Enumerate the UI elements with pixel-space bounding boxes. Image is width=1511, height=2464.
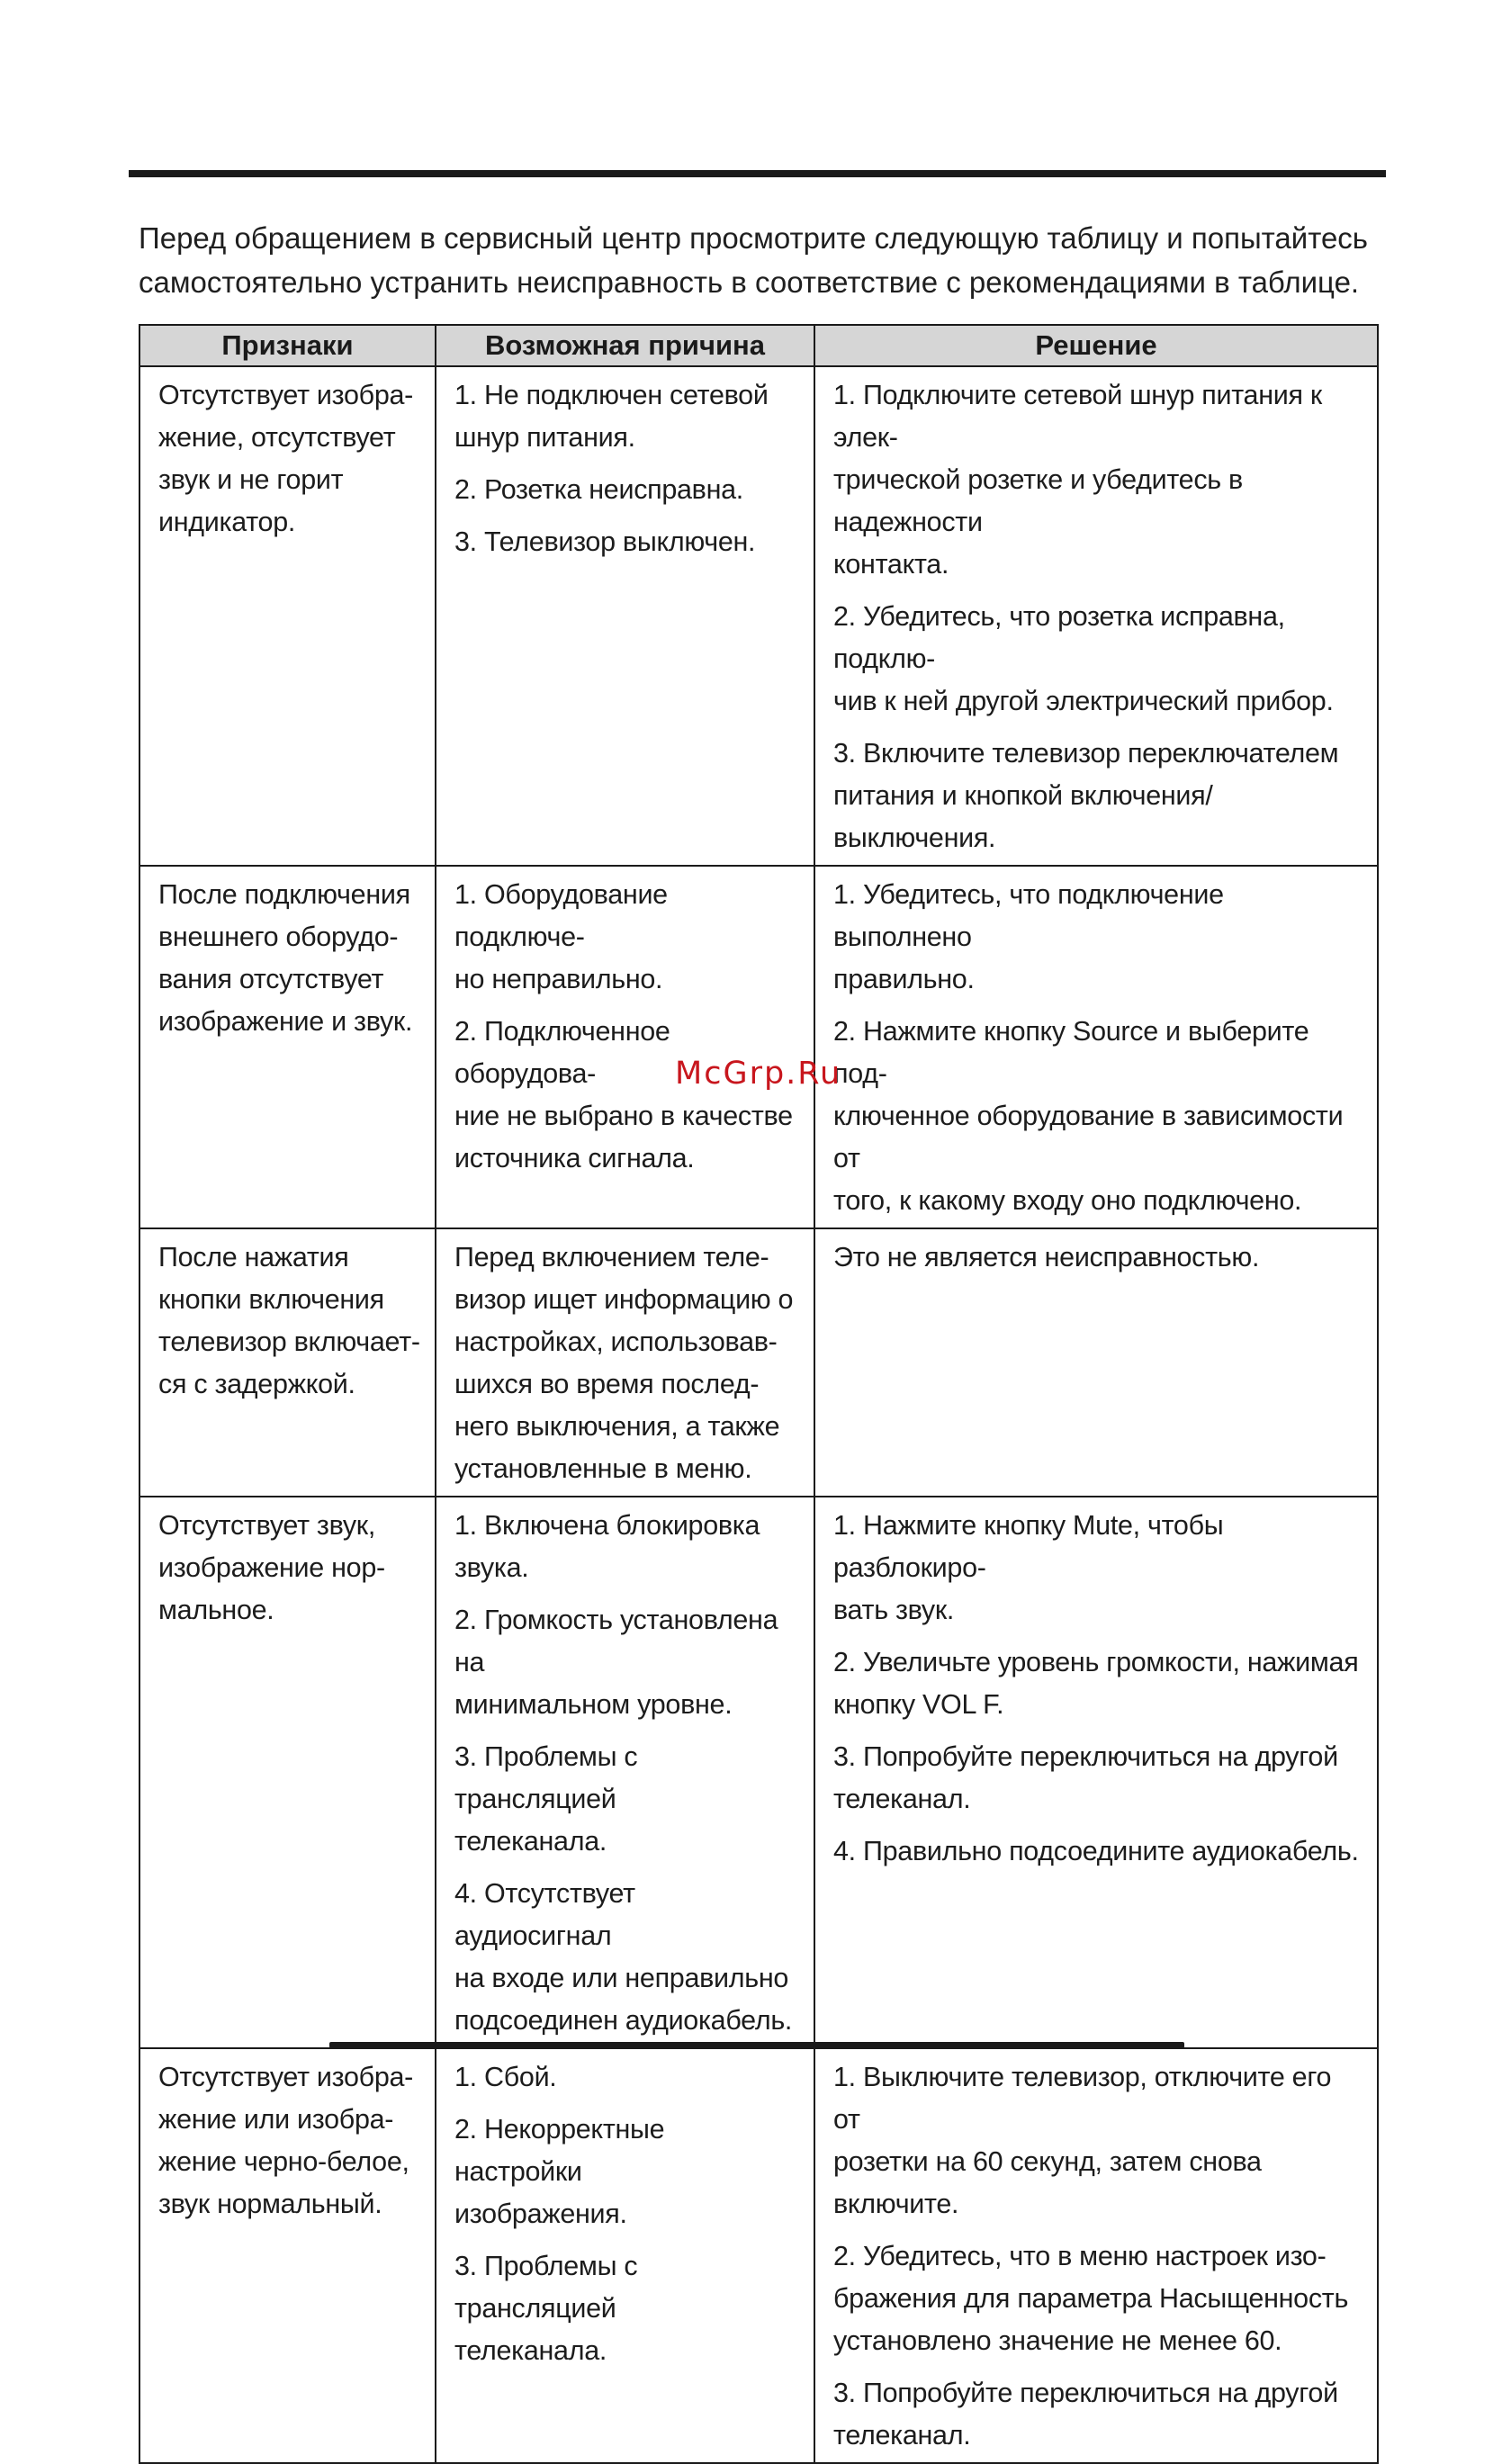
text-line: 2. Подключенное оборудова- [454, 1016, 670, 1089]
cause-item [454, 2056, 799, 2099]
intro-text [139, 216, 1399, 304]
solution-item [833, 374, 1363, 586]
cause-item [454, 1599, 799, 1726]
cause-cell [436, 1497, 814, 2048]
solution-item [833, 1830, 1363, 1873]
text-line: кнопки включения [158, 1284, 384, 1315]
text-line: 1. Сбой. [454, 2062, 557, 2092]
text-line: настройках, использовав- [454, 1326, 778, 1357]
text-line: него выключения, а также [454, 1411, 780, 1442]
text-line: питания и кнопкой включения/выключения. [833, 780, 1213, 853]
symptom-text [158, 1505, 420, 1632]
text-line: Отсутствует изобра- [158, 2062, 414, 2092]
text-line: 2. Нажмите кнопку Source и выберите под- [833, 1016, 1309, 1089]
table-row [139, 2048, 1378, 2463]
cause-cell [436, 366, 814, 866]
text-line: индикатор. [158, 507, 296, 537]
text-line: розетки на 60 секунд, затем снова включите. [833, 2146, 1262, 2219]
header-symptoms: Признаки [139, 325, 436, 366]
text-line: ние не выбрано в качестве [454, 1101, 793, 1131]
cause-cell [436, 866, 814, 1228]
text-line: установлено значение не менее 60. [833, 2325, 1282, 2356]
text-line: вания отсутствует [158, 964, 384, 994]
text-line: трической розетке и убедитесь в надежности [833, 464, 1243, 537]
symptom-text [158, 874, 420, 1043]
cause-cell [436, 1228, 814, 1497]
solution-item [833, 1641, 1363, 1726]
text-line: ся с задержкой. [158, 1369, 355, 1399]
text-line: телеканал. [833, 2420, 971, 2451]
text-line: источника сигнала. [454, 1143, 695, 1174]
text-line: 3. Попробуйте переключиться на другой [833, 1741, 1338, 1772]
text-line: 1. Убедитесь, что подключение выполнено [833, 879, 1224, 952]
solution-item [833, 2372, 1363, 2457]
text-line: изображение нор- [158, 1552, 385, 1583]
cause-item [454, 874, 799, 1001]
text-line: звука. [454, 1552, 529, 1583]
text-line: но неправильно. [454, 964, 663, 994]
text-line: бражения для параметра Насыщенность [833, 2283, 1349, 2314]
header-solutions: Решение [814, 325, 1378, 366]
top-rule [129, 170, 1386, 177]
text-line: звук нормальный. [158, 2189, 382, 2219]
text-line: внешнего оборудо- [158, 922, 399, 952]
intro-line-1: Перед обращением в сервисный центр просмотрите следующую таблицу и попытайтесь [139, 221, 1368, 255]
text-line: 1. Нажмите кнопку Mute, чтобы разблокиро- [833, 1510, 1224, 1583]
solution-cell [814, 2048, 1378, 2463]
solution-item [833, 1505, 1363, 1632]
text-line: звук и не горит [158, 464, 344, 495]
text-line: 2. Розетка неисправна. [454, 474, 743, 505]
text-line: 2. Увеличьте уровень громкости, нажимая [833, 1647, 1359, 1677]
text-line: жение, отсутствует [158, 422, 396, 453]
text-line: 1. Подключите сетевой шнур питания к элек- [833, 380, 1322, 453]
text-line: После нажатия [158, 1242, 349, 1272]
header-causes: Возможная причина [436, 325, 814, 366]
solution-item [833, 2235, 1363, 2362]
text-line: 4. Отсутствует аудиосигнал [454, 1878, 635, 1951]
text-line: Перед включением теле- [454, 1242, 769, 1272]
text-line: 1. Не подключен сетевой [454, 380, 769, 410]
text-line: 2. Убедитесь, что розетка исправна, подклю- [833, 601, 1285, 674]
solution-cell [814, 866, 1378, 1228]
text-line: шихся во время послед- [454, 1369, 760, 1399]
symptom-cell [139, 866, 436, 1228]
text-line: 1. Выключите телевизор, отключите его от [833, 2062, 1332, 2135]
intro-line-2: самостоятельно устранить неисправность в соответствие с рекомендациями в таблице. [139, 265, 1360, 299]
text-line: 3. Включите телевизор переключателем [833, 738, 1339, 769]
symptom-text [158, 374, 420, 544]
text-line: телевизор включает- [158, 1326, 420, 1357]
solution-item [833, 2056, 1363, 2226]
text-line: 1. Включена блокировка [454, 1510, 760, 1541]
text-line: того, к какому входу оно подключено. [833, 1185, 1302, 1216]
text-line: После подключения [158, 879, 410, 910]
cause-item [454, 1236, 799, 1490]
text-line: шнур питания. [454, 422, 635, 453]
text-line: чив к ней другой электрический прибор. [833, 686, 1334, 716]
symptom-cell [139, 1228, 436, 1497]
text-line: 2. Громкость установлена на [454, 1605, 778, 1677]
symptom-cell [139, 2048, 436, 2463]
text-line: правильно. [833, 964, 975, 994]
table-row [139, 366, 1378, 866]
cause-item [454, 1011, 799, 1180]
table-row [139, 1228, 1378, 1497]
solution-item [833, 874, 1363, 1001]
text-line: мальное. [158, 1595, 274, 1625]
cause-item [454, 1505, 799, 1589]
text-line: 3. Телевизор выключен. [454, 526, 756, 557]
cause-item [454, 374, 799, 459]
text-line: Отсутствует звук, [158, 1510, 376, 1541]
text-line: жение черно-белое, [158, 2146, 409, 2177]
text-line: 4. Правильно подсоедините аудиокабель. [833, 1836, 1359, 1866]
text-line: 3. Попробуйте переключиться на другой [833, 2378, 1338, 2408]
cause-item [454, 2109, 799, 2235]
solution-cell [814, 1228, 1378, 1497]
solution-item [833, 733, 1363, 859]
text-line: кнопку VOL F. [833, 1689, 1004, 1720]
text-line: 2. Убедитесь, что в меню настроек изо- [833, 2241, 1327, 2271]
symptom-cell [139, 1497, 436, 2048]
text-line: жение или изобра- [158, 2104, 394, 2135]
text-line: установленные в меню. [454, 1453, 752, 1484]
text-line: 3. Проблемы с трансляцией [454, 1741, 638, 1814]
watermark: McGrp.Ru [675, 1056, 842, 1092]
troubleshooting-table [139, 324, 1379, 2464]
cause-item [454, 1736, 799, 1863]
text-line: подсоединен аудиокабель. [454, 2005, 793, 2036]
table-row [139, 1497, 1378, 2048]
text-line: 3. Проблемы с трансляцией [454, 2251, 638, 2324]
cause-item [454, 521, 799, 563]
symptom-text [158, 1236, 420, 1406]
text-line: телеканала. [454, 2335, 607, 2366]
symptom-cell [139, 366, 436, 866]
cause-item [454, 469, 799, 511]
cause-cell [436, 2048, 814, 2463]
text-line: изображения. [454, 2199, 627, 2229]
text-line: телеканала. [454, 1826, 607, 1857]
solution-cell [814, 1497, 1378, 2048]
table-row [139, 866, 1378, 1228]
text-line: вать звук. [833, 1595, 955, 1625]
text-line: Это не является неисправностью. [833, 1242, 1260, 1272]
text-line: контакта. [833, 549, 949, 580]
cause-item [454, 2245, 799, 2372]
text-line: телеканал. [833, 1784, 971, 1814]
symptom-text [158, 2056, 420, 2226]
text-line: изображение и звук. [158, 1006, 413, 1037]
table-header-row [139, 325, 1378, 366]
solution-item [833, 1736, 1363, 1821]
cause-item [454, 1873, 799, 2042]
text-line: 1. Оборудование подключе- [454, 879, 668, 952]
text-line: на входе или неправильно [454, 1963, 789, 1993]
text-line: ключенное оборудование в зависимости от [833, 1101, 1344, 1174]
bottom-rule [329, 2042, 1184, 2048]
text-line: минимальном уровне. [454, 1689, 733, 1720]
solution-item [833, 596, 1363, 723]
text-line: Отсутствует изобра- [158, 380, 414, 410]
text-line: 2. Некорректные настройки [454, 2114, 665, 2187]
solution-item [833, 1011, 1363, 1222]
solution-item [833, 1236, 1363, 1279]
solution-cell [814, 366, 1378, 866]
text-line: визор ищет информацию о [454, 1284, 794, 1315]
